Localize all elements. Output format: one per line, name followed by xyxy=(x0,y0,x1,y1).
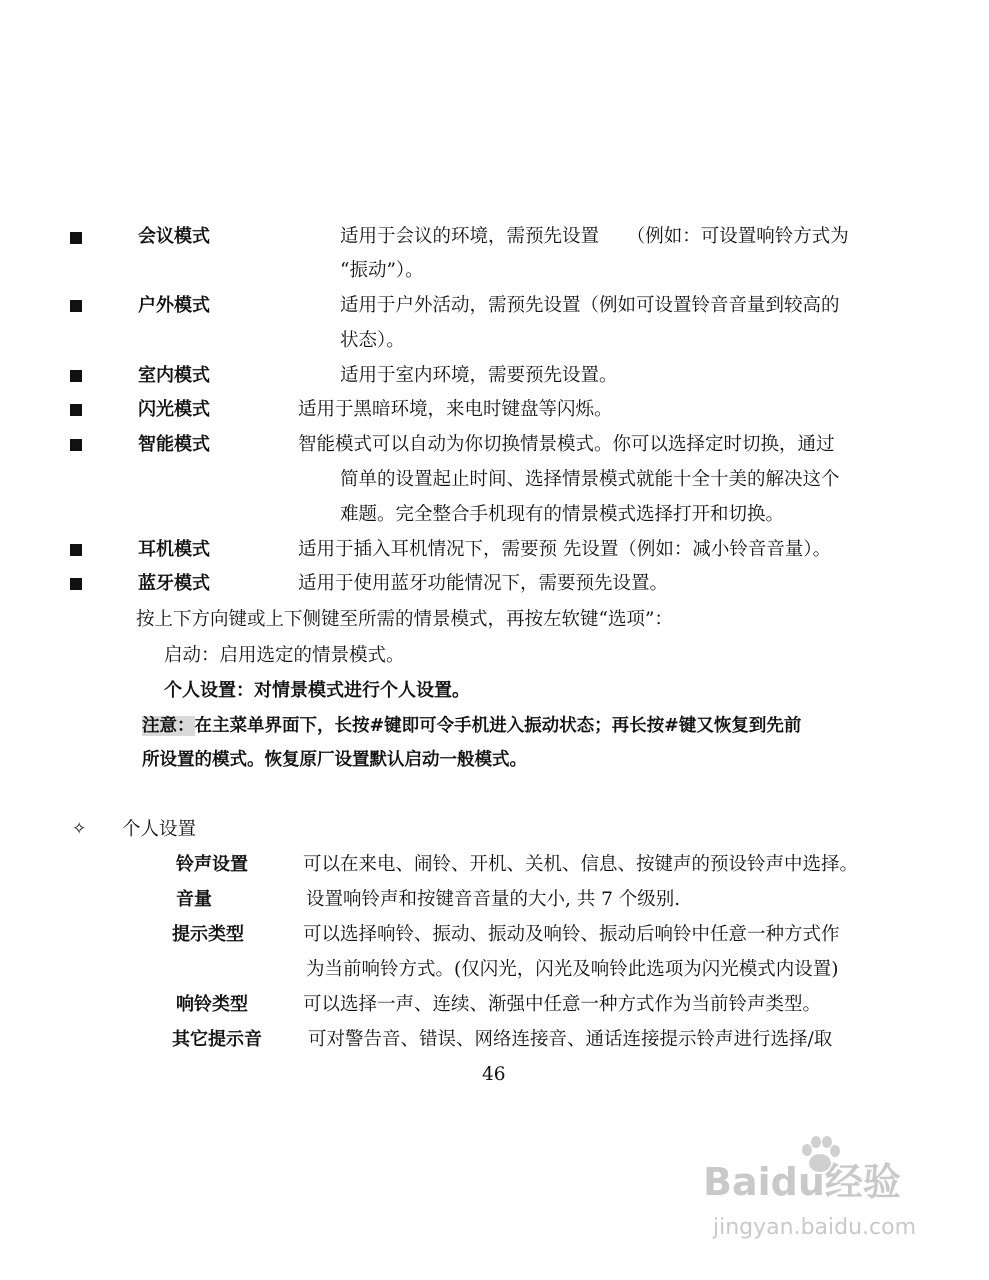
bullet-square xyxy=(70,300,82,312)
bullet-square xyxy=(70,370,82,382)
bullet-square xyxy=(70,439,82,451)
note-line1 xyxy=(142,715,801,737)
instruction-text: 按上下方向键或上下侧键至所需的情景模式，再按左软键“选项”： xyxy=(136,609,673,630)
watermark-url: jingyan.baidu.com xyxy=(713,1215,917,1240)
bullet-square xyxy=(70,232,82,244)
mode-desc: 适用于插入耳机情况下，需要预 先设置（例如：减小铃音音量）。 xyxy=(298,539,832,560)
section-title: 个人设置 xyxy=(122,819,197,840)
setting-desc: 可以选择响铃、振动、振动及响铃、振动后响铃中任意一种方式作 xyxy=(303,924,840,945)
setting-term: 提示类型 xyxy=(172,924,244,945)
bullet-square xyxy=(70,578,82,590)
setting-term: 其它提示音 xyxy=(172,1029,262,1050)
setting-desc: 为当前响铃方式。(仅闪光，闪光及响铃此选项为闪光模式内设置) xyxy=(306,959,839,980)
note-label: 注意： xyxy=(142,716,195,736)
setting-term: 响铃类型 xyxy=(176,994,248,1015)
mode-term: 智能模式 xyxy=(138,434,210,455)
option-start: 启动：启用选定的情景模式。 xyxy=(164,645,405,666)
mode-term: 闪光模式 xyxy=(138,399,210,420)
mode-desc: 适用于户外活动，需预先设置（例如可设置铃音音量到较高的 xyxy=(340,295,840,316)
mode-desc: 简单的设置起止时间、选择情景模式就能十全十美的解决这个 xyxy=(340,469,840,490)
mode-term: 会议模式 xyxy=(138,226,210,247)
bullet-square xyxy=(70,544,82,556)
mode-term: 耳机模式 xyxy=(138,539,210,560)
mode-desc: 适用于会议的环境，需预先设置 （例如：可设置响铃方式为 xyxy=(340,226,849,247)
mode-term: 室内模式 xyxy=(138,365,210,386)
bullet-square xyxy=(70,404,82,416)
setting-desc: 可以选择一声、连续、渐强中任意一种方式作为当前铃声类型。 xyxy=(303,994,822,1015)
setting-term: 音量 xyxy=(176,889,212,910)
mode-term: 蓝牙模式 xyxy=(138,573,210,594)
mode-desc: 智能模式可以自动为你切换情景模式。你可以选择定时切换，通过 xyxy=(298,434,835,455)
option-personal: 个人设置：对情景模式进行个人设置。 xyxy=(164,680,470,701)
mode-desc: 适用于室内环境，需要预先设置。 xyxy=(340,365,618,386)
section-diamond-icon: ✧ xyxy=(72,819,87,839)
mode-desc: 适用于黑暗环境，来电时键盘等闪烁。 xyxy=(298,399,613,420)
mode-desc: 状态）。 xyxy=(340,330,405,351)
mode-desc: 难题。完全整合手机现有的情景模式选择打开和切换。 xyxy=(340,504,785,525)
page-number: 46 xyxy=(482,1064,506,1085)
setting-term: 铃声设置 xyxy=(176,854,248,875)
setting-desc: 可对警告音、错误、网络连接音、通话连接提示铃声进行选择/取 xyxy=(308,1029,833,1050)
watermark-logo-text: Baidu经验 xyxy=(703,1160,901,1204)
note-text: 在主菜单界面下，长按#键即可令手机进入振动状态；再长按#键又恢复到先前 xyxy=(194,716,802,736)
mode-desc: 适用于使用蓝牙功能情况下，需要预先设置。 xyxy=(298,573,669,594)
setting-desc: 可以在来电、闹铃、开机、关机、信息、按键声的预设铃声中选择。 xyxy=(303,854,859,875)
setting-desc: 设置响铃声和按键音音量的大小, 共 7 个级别. xyxy=(306,889,681,910)
mode-desc: “振动”）。 xyxy=(340,260,424,281)
mode-term: 户外模式 xyxy=(138,295,210,316)
note-line2: 所设置的模式。恢复原厂设置默认启动一般模式。 xyxy=(142,750,527,770)
